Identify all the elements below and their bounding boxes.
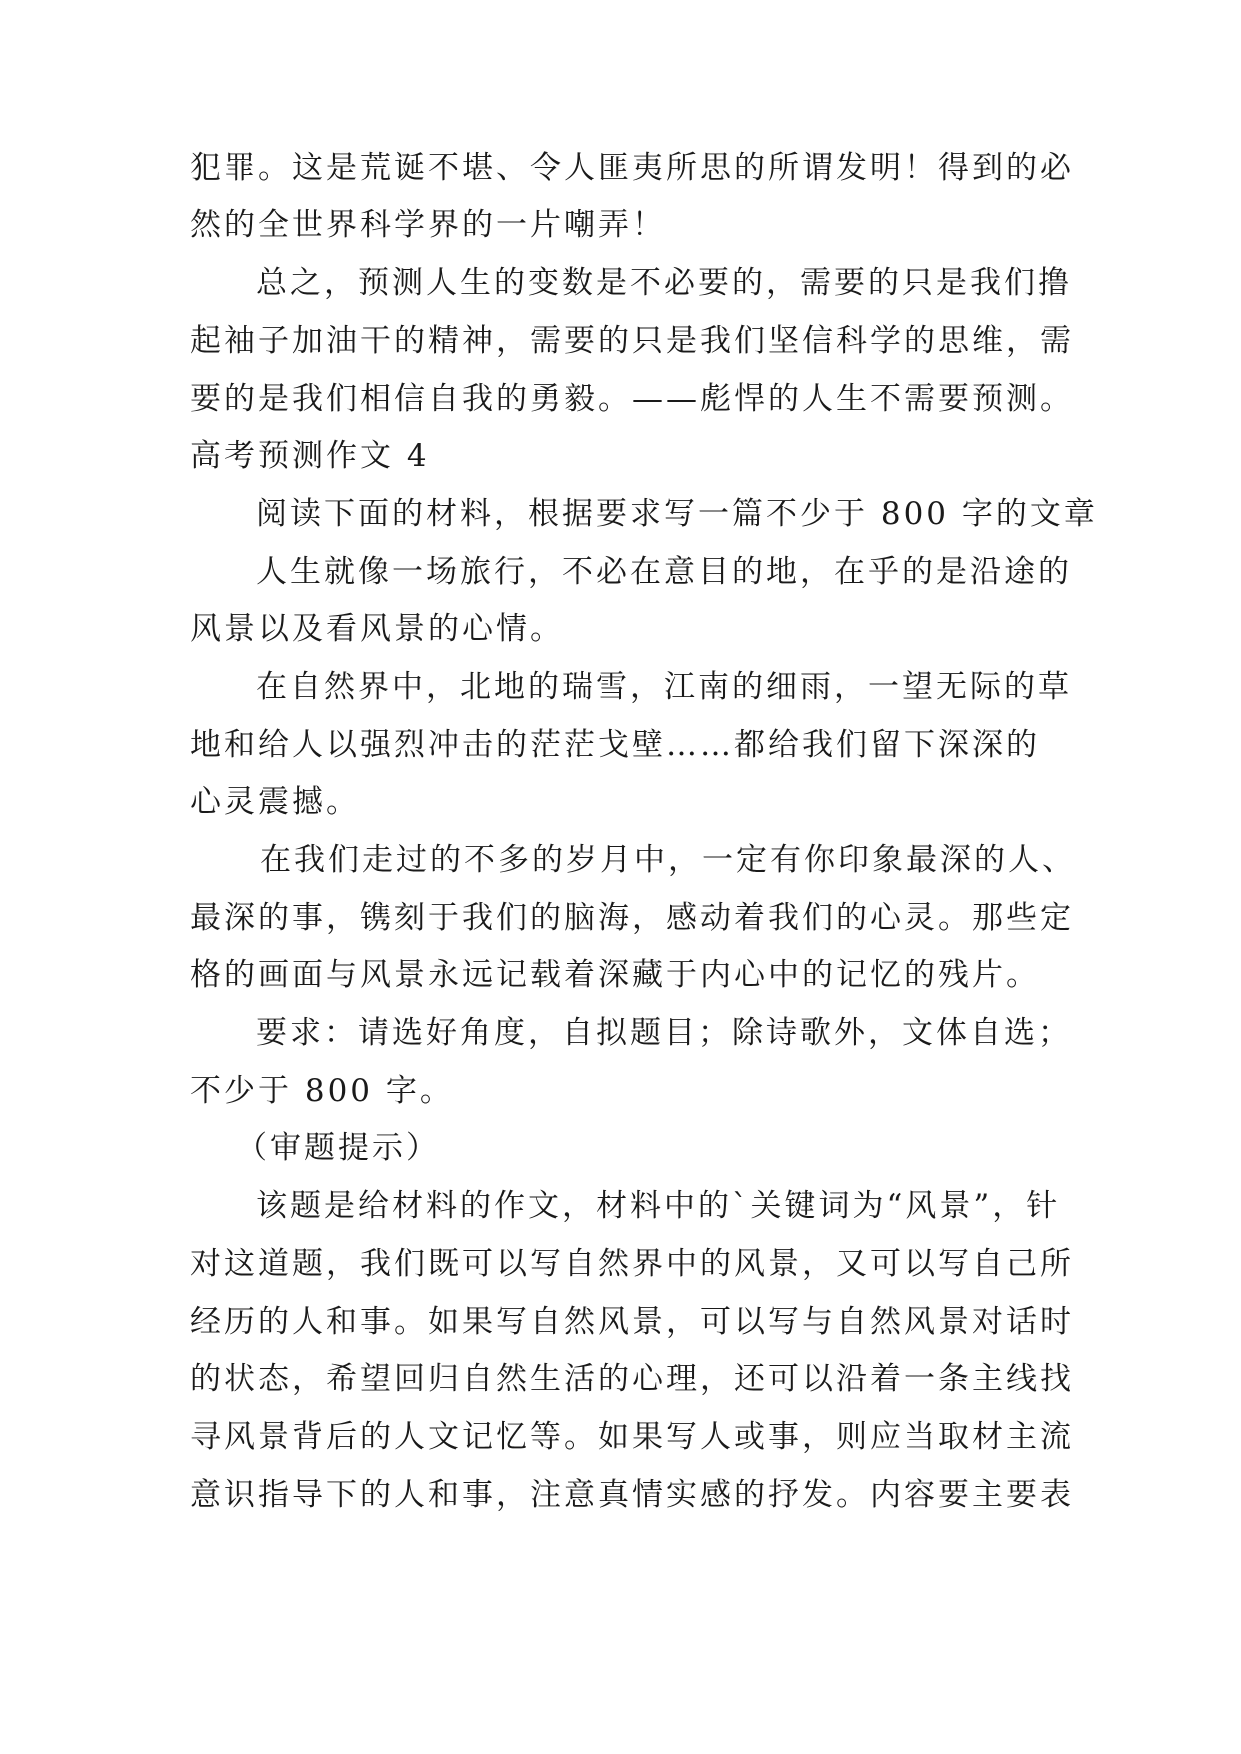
text-line: 起袖子加油干的精神，需要的只是我们坚信科学的思维，需 bbox=[190, 323, 1074, 359]
paragraph-start-line: 该题是给材料的作文，材料中的`关键词为“风景”，针 bbox=[256, 1188, 1061, 1224]
text-line: 对这道题，我们既可以写自然界中的风景，又可以写自己所 bbox=[190, 1246, 1074, 1282]
text-line: 犯罪。这是荒诞不堪、令人匪夷所思的所谓发明！得到的必 bbox=[190, 150, 1074, 186]
paragraph-start-line: 要求：请选好角度，自拟题目；除诗歌外，文体自选； bbox=[256, 1015, 1072, 1051]
text-line: 然的全世界科学界的一片嘲弄！ bbox=[190, 207, 666, 243]
hint-heading: （审题提示） bbox=[236, 1130, 440, 1166]
paragraph-start-line: 总之，预测人生的变数是不必要的，需要的只是我们撸 bbox=[256, 265, 1072, 301]
section-heading: 高考预测作文 4 bbox=[190, 438, 430, 474]
paragraph-start-line: 在我们走过的不多的岁月中，一定有你印象最深的人、 bbox=[260, 842, 1076, 878]
text-line: 经历的人和事。如果写自然风景，可以写与自然风景对话时 bbox=[190, 1304, 1074, 1340]
text-line: 地和给人以强烈冲击的茫茫戈壁……都给我们留下深深的 bbox=[190, 727, 1040, 763]
text-line: 最深的事，镌刻于我们的脑海，感动着我们的心灵。那些定 bbox=[190, 900, 1074, 936]
text-line: 不少于 800 字。 bbox=[190, 1073, 454, 1109]
paragraph-start-line: 在自然界中，北地的瑞雪，江南的细雨，一望无际的草 bbox=[256, 669, 1072, 705]
paragraph-start-line: 人生就像一场旅行，不必在意目的地，在乎的是沿途的 bbox=[256, 554, 1072, 590]
text-line: 要的是我们相信自我的勇毅。——彪悍的人生不需要预测。 bbox=[190, 381, 1074, 417]
text-line: 风景以及看风景的心情。 bbox=[190, 611, 564, 647]
paragraph-start-line: 阅读下面的材料，根据要求写一篇不少于 800 字的文章 bbox=[256, 496, 1098, 532]
text-line: 心灵震撼。 bbox=[190, 784, 360, 820]
text-line: 格的画面与风景永远记载着深藏于内心中的记忆的残片。 bbox=[190, 957, 1040, 993]
text-line: 意识指导下的人和事，注意真情实感的抒发。内容要主要表 bbox=[190, 1477, 1074, 1513]
text-line: 的状态，希望回归自然生活的心理，还可以沿着一条主线找 bbox=[190, 1361, 1074, 1397]
text-line: 寻风景背后的人文记忆等。如果写人或事，则应当取材主流 bbox=[190, 1419, 1074, 1455]
